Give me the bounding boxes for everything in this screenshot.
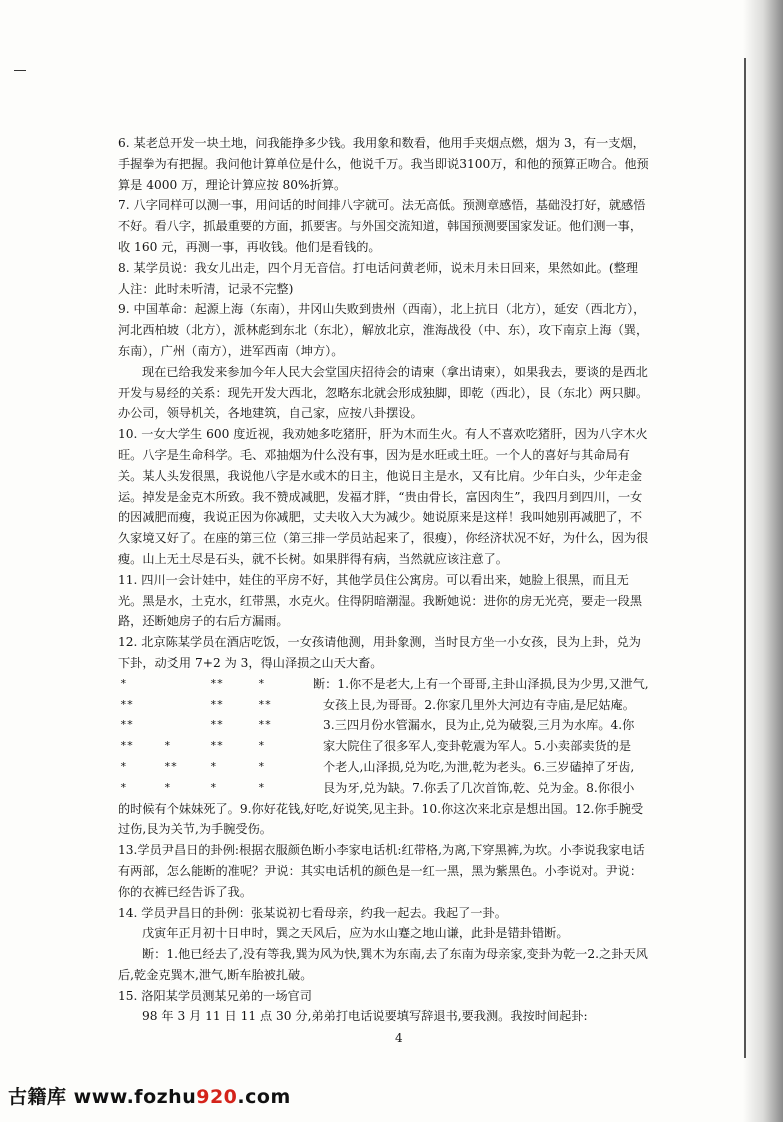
scan-mark [14,70,26,71]
watermark-url-pre: www.fozhu [73,1086,197,1108]
paragraph-10: 10. 一女大学生 600 度近视，我劝她多吃猪肝，肝为木而生火。有人不喜欢吃猪肝，因为八字木火旺。八字是生命科学。毛、邓抽烟为什么没有事，因为是水旺或土旺。一个人的喜好与其命局有关。某人头发很黑，我说他八字是水或木的日主，他说日主是水，又有比肩。少年白头，少年走金运。掉发是金克木所致。我不赞成减肥，发福才胖，“贵由骨长，富因肉生”，我四月到四川，一女的因减肥而瘦，我说正因为你减肥，丈夫收入大为减少。她说原来是这样！我叫她别再减肥了，不久家境又好了。在座的第三位（第三排一学员站起来了，很瘦），你经济状况不好，为什么，因为很瘦。山上无土尽是石头，就不长树。如果胖得有病，当然就应该注意了。 [118,427,649,566]
hex-mark: * [120,676,127,690]
paragraph-14-judgement: 断：1.他已经去了,没有等我,巽为风为快,巽木为东南,去了东南为母亲家,变卦为乾一2.之卦天风后,乾金克巽木,泄气,断车胎被扎破。 [118,947,648,982]
hex-mark: * [258,780,265,794]
hex-mark: * [258,739,265,753]
watermark-url-post: .com [237,1086,291,1108]
main-text [118,133,650,1027]
paragraph-14: 14. 学员尹昌日的卦例：张某说初七看母亲，约我一起去。我起了一卦。 [118,905,507,920]
interpretation-line: 家大院住了很多军人,变卦乾震为军人。5.小卖部卖货的是 [323,739,632,754]
hex-mark: ** [210,718,224,732]
hex-mark: * [210,759,217,773]
hex-mark: ** [164,759,178,773]
hexagram-row [118,674,308,695]
paragraph-13: 13.学员尹昌日的卦例:根据衣服颜色断小李家电话机:红带格,为离,下穿黑裤,为坎。小李说我家电话有两部，怎么能断的准呢？尹说：其实电话机的颜色是一红一黑，黑为紫黑色。小李说对。尹说：你的衣裤已经告诉了我。 [118,843,645,899]
watermark-url-red: 920 [196,1086,238,1108]
hex-mark: ** [258,697,272,711]
hex-mark: ** [120,739,134,753]
hex-mark: * [164,780,171,794]
paragraph-6: 6. 某老总开发一块土地，问我能挣多少钱。我用象和数看，他用手夹烟点燃，烟为 3，有一支烟，手握拳为有把握。我问他计算单位是什么，他说千万。我当即说3100万，和他的预算正吻合。他预算是 4000 万，理论计算应按 80%折算。 [118,136,649,192]
paragraph-9-cont: 现在已给我发来参加今年人民大会堂国庆招待会的请柬（拿出请柬），如果我去，要谈的是西北开发与易经的关系：现先开发大西北，忽略东北就会形成独脚，即乾（西北），艮（东北）两只脚。办公司，领导机关，各地建筑，自己家，应按八卦摆设。 [118,364,649,421]
hex-mark: ** [258,718,272,732]
paragraph-8: 8. 某学员说：我女儿出走，四个月无音信。打电话问黄老师，说未月未日回来，果然如此。(整理人注：此时未听清，记录不完整) [118,260,638,296]
hex-mark: * [120,759,127,773]
page-number: 4 [395,1031,403,1045]
hex-mark: * [210,780,217,794]
interpretation-line: 个老人,山泽损,兑为吃,为泄,乾为老头。6.三岁磕掉了牙齿, [323,759,635,774]
interpretation-line: 女孩上艮,为哥哥。2.你家几里外大河边有寺庙,是尼姑庵。 [323,697,635,712]
paragraph-7: 7. 八字同样可以测一事，用问话的时间排八字就可。法无高低。预测章感悟，基础没打好，就感悟不好。看八字，抓最重要的方面，抓要害。与外国交流知道，韩国预测要国家发证。他们测一事，收 160 元，再测一事，再收钱。他们是看钱的。 [118,198,646,254]
paragraph-11: 11. 四川一会计娃中，娃住的平房不好，其他学员住公寓房。可以看出来，她脸上很黑，而且无光。黑是水，土克水，红带黑，水克火。住得阴暗潮湿。我断她说：进你的房无光亮，要走一段黑路，还断她房子的右后方漏雨。 [118,572,643,629]
hexagram-row [118,695,308,716]
site-watermark [8,1082,291,1109]
interpretation-line: 艮为牙,兑为缺。7.你丢了几次首饰,乾、兑为金。8.你很小 [323,780,635,795]
hexagram-interpretation [313,674,653,778]
hex-mark: ** [210,739,224,753]
hexagram-grid [118,674,308,778]
hex-mark: ** [120,697,134,711]
paragraph-15: 15. 洛阳某学员测某兄弟的一场官司 [118,988,312,1003]
hexagram-row [118,715,308,736]
paragraph-15-detail: 98 年 3 月 11 日 11 点 30 分,弟弟打电话说要填写辞退书,要我测。我按时间起卦: [142,1009,588,1024]
hex-mark: ** [210,676,224,690]
hex-mark: * [258,759,265,773]
hex-mark: ** [210,697,224,711]
hexagram-last-row [118,778,650,799]
hex-mark: ** [120,718,134,732]
page-edge-line [744,58,746,1058]
page-edge-shadow [743,0,783,1122]
hexagram-row [118,736,308,757]
hexagram-block [118,674,650,778]
hex-mark: * [164,739,171,753]
hex-mark: * [258,676,265,690]
watermark-cn: 古籍库 [8,1086,67,1108]
paragraph-12: 12. 北京陈某学员在酒店吃饭，一女孩请他测，用卦象测，当时艮方坐一小女孩，艮为上卦，兑为下卦，动爻用 7+2 为 3，得山泽损之山天大畜。 [118,635,641,670]
interpretation-line: 3.三四月份水管漏水，艮为止,兑为破裂,三月为水库。4.你 [323,718,635,733]
interpretation-tail: 的时候有个妹妹死了。9.你好花钱,好吃,好说笑,见主卦。10.你这次来北京是想出国。12.你手腕受过伤,艮为关节,为手腕受伤。 [118,801,644,837]
paragraph-9: 9. 中国革命：起源上海（东南），井冈山失败到贵州（西南），北上抗日（北方），延安（西北方），河北西柏坡（北方），派林彪到东北（东北），解放北京，淮海战役（中、东），攻下南京上海（巽，东南），广州（南方），进军西南（坤方）。 [118,302,649,358]
hex-mark: * [120,780,127,794]
paragraph-14-date: 戊寅年正月初十日申时，巽之天风后，应为水山蹇之地山谦，此卦是错卦错断。 [142,926,569,941]
interpretation-line: 断：1.你不是老大,上有一个哥哥,主卦山泽损,艮为少男,又泄气, [313,676,649,691]
hexagram-row [118,757,308,778]
